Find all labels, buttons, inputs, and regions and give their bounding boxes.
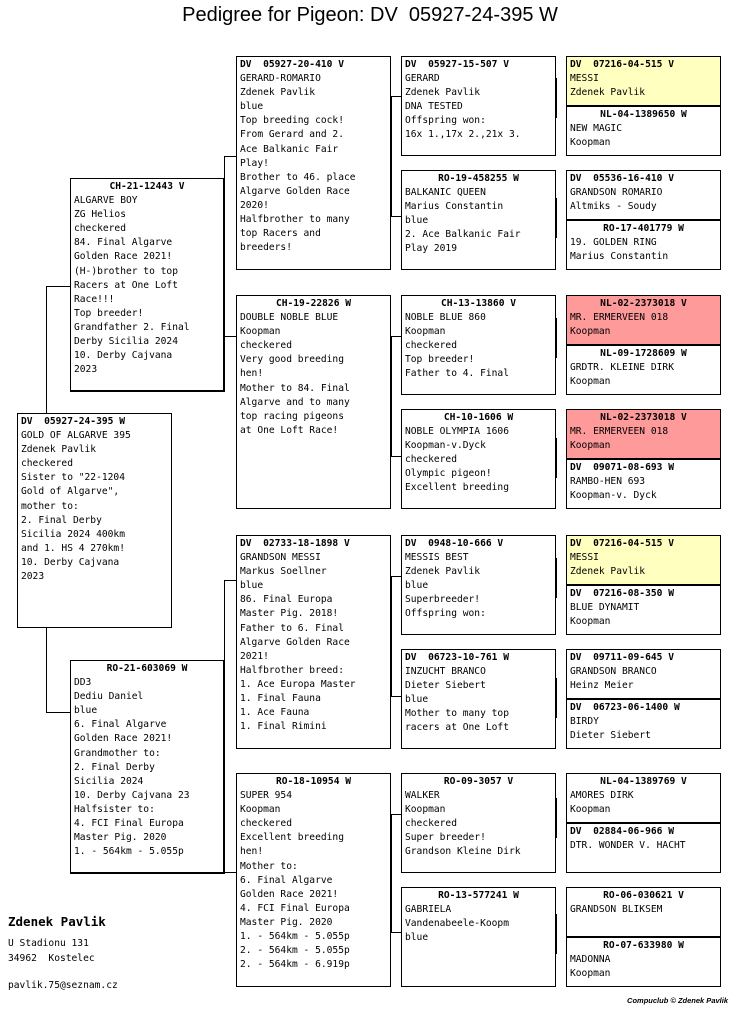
ring-number: DV 0948-10-666 V bbox=[405, 538, 504, 549]
info-line: 84. Final Algarve bbox=[74, 237, 173, 249]
info-line: Marius Constantin bbox=[405, 201, 504, 213]
info-line: Grandmother to: bbox=[74, 747, 161, 759]
info-line: Koopman bbox=[240, 326, 281, 338]
info-line: 1. Final Fauna bbox=[240, 693, 321, 705]
info-line: 86. Final Europa bbox=[240, 594, 333, 606]
info-line: Mother to 84. Final bbox=[240, 382, 350, 394]
info-line: Offspring won: bbox=[405, 115, 486, 127]
info-line: 6. Final Algarve bbox=[240, 874, 333, 886]
info-line: Koopman bbox=[570, 616, 611, 628]
ring-number: DV 05927-20-410 V bbox=[240, 59, 344, 70]
pigeon-card-g11 bbox=[566, 649, 721, 699]
info-line: Excellent breeding bbox=[405, 482, 509, 494]
info-line: DNA TESTED bbox=[405, 101, 463, 113]
info-line: top racing pigeons bbox=[240, 410, 344, 422]
info-line: 4. FCI Final Europa bbox=[240, 902, 350, 914]
info-line: blue bbox=[405, 580, 429, 592]
info-line: (H-)brother to top bbox=[74, 265, 178, 277]
info-line: Ace Balkanic Fair bbox=[240, 143, 339, 155]
pigeon-card-ddd bbox=[401, 887, 556, 987]
ring-number: DV 06723-10-761 W bbox=[405, 652, 509, 663]
info-line: GRANDSON BRANCO bbox=[570, 666, 657, 678]
ring-number: DV 02733-18-1898 V bbox=[240, 538, 350, 549]
pigeon-card-main bbox=[17, 413, 172, 628]
footer-credit: Compuclub © Zdenek Pavlik bbox=[627, 996, 728, 1005]
info-line: 2021! bbox=[240, 650, 269, 662]
info-line: DTR. WONDER V. HACHT bbox=[570, 840, 686, 852]
info-line: mother to: bbox=[21, 500, 79, 512]
info-line: MR. ERMERVEEN 018 bbox=[570, 426, 669, 438]
pigeon-card-sdd bbox=[401, 409, 556, 509]
pigeon-card-dsd bbox=[401, 649, 556, 749]
info-line: Dieter Siebert bbox=[405, 680, 486, 692]
info-line: Koopman bbox=[570, 326, 611, 338]
pigeon-card-g5 bbox=[566, 295, 721, 345]
info-line: Halfbrother to many bbox=[240, 214, 350, 226]
info-line: top Racers and bbox=[240, 228, 321, 240]
info-line: 1. - 564km - 5.055p bbox=[74, 846, 184, 858]
info-line: Dediu Daniel bbox=[74, 691, 144, 703]
pigeon-card-ss bbox=[236, 56, 391, 270]
info-line: 2023 bbox=[74, 364, 98, 376]
ring-number: RO-18-10954 W bbox=[275, 776, 352, 787]
connector-line bbox=[391, 696, 401, 697]
info-line: RAMBO-HEN 693 bbox=[570, 476, 646, 488]
ring-number: NL-04-1389769 V bbox=[600, 776, 687, 787]
info-line: Halfsister to: bbox=[74, 803, 155, 815]
connector-line bbox=[556, 798, 557, 838]
info-line: 1. - 564km - 5.055p bbox=[240, 931, 350, 943]
info-line: 2023 bbox=[21, 571, 45, 583]
info-line: blue bbox=[405, 932, 429, 944]
info-line: Master Pig. 2020 bbox=[74, 832, 167, 844]
info-line: 2. Ace Balkanic Fair bbox=[405, 229, 521, 241]
info-line: Offspring won: bbox=[405, 608, 486, 620]
ring-number: CH-21-12443 V bbox=[109, 181, 185, 192]
pigeon-card-sire bbox=[70, 178, 225, 392]
ring-number: NL-09-1728609 W bbox=[600, 348, 687, 359]
info-line: Gold of Algarve", bbox=[21, 486, 120, 498]
info-line: 2. Final Derby bbox=[74, 761, 155, 773]
pigeon-card-g15 bbox=[566, 887, 721, 937]
pigeon-card-g10 bbox=[566, 585, 721, 635]
info-line: MR. ERMERVEEN 018 bbox=[570, 312, 669, 324]
info-line: racers at One Loft bbox=[405, 722, 509, 734]
info-line: NEW MAGIC bbox=[570, 123, 622, 135]
connector-line bbox=[224, 336, 236, 337]
info-line: Dieter Siebert bbox=[570, 730, 651, 742]
info-line: Excellent breeding bbox=[240, 832, 344, 844]
connector-line bbox=[391, 336, 392, 456]
ring-number: RO-21-603069 W bbox=[106, 663, 188, 674]
info-line: 2. Final Derby bbox=[21, 514, 102, 526]
info-line: Koopman bbox=[405, 804, 446, 816]
info-line: 10. Derby Cajvana bbox=[74, 350, 173, 362]
connector-line bbox=[391, 814, 392, 932]
info-line: Grandson Kleine Dirk bbox=[405, 846, 521, 858]
info-line: Koopman bbox=[405, 326, 446, 338]
info-line: Sicilia 2024 400km bbox=[21, 528, 125, 540]
info-line: GRANDSON BLIKSEM bbox=[570, 904, 663, 916]
pigeon-card-sss bbox=[401, 56, 556, 156]
info-line: AMORES DIRK bbox=[570, 790, 634, 802]
info-line: Olympic pigeon! bbox=[405, 468, 492, 480]
pigeon-card-g2 bbox=[566, 106, 721, 156]
ring-number: RO-07-633980 W bbox=[603, 940, 684, 951]
info-line: WALKER bbox=[405, 790, 440, 802]
info-line: Koopman bbox=[570, 440, 611, 452]
ring-number: NL-02-2373018 V bbox=[600, 298, 687, 309]
info-line: Golden Race 2021! bbox=[240, 888, 339, 900]
info-line: Play! bbox=[240, 157, 269, 169]
pigeon-card-g9 bbox=[566, 535, 721, 585]
info-line: checkered bbox=[240, 818, 292, 830]
pigeon-card-sd bbox=[236, 295, 391, 509]
info-line: Halfbrother breed: bbox=[240, 664, 344, 676]
pigeon-card-g16 bbox=[566, 937, 721, 987]
info-line: Koopman bbox=[570, 376, 611, 388]
pigeon-card-g1 bbox=[566, 56, 721, 106]
info-line: 1. Ace Europa Master bbox=[240, 678, 356, 690]
info-line: breeders! bbox=[240, 242, 292, 254]
info-line: Top breeder! bbox=[405, 354, 475, 366]
pigeon-card-g13 bbox=[566, 773, 721, 823]
connector-line bbox=[556, 678, 557, 718]
info-line: Koopman bbox=[240, 804, 281, 816]
ring-number: DV 05536-16-410 V bbox=[570, 173, 674, 184]
info-line: Zdenek Pavlik bbox=[405, 87, 481, 99]
info-line: NOBLE OLYMPIA 1606 bbox=[405, 426, 509, 438]
info-line: Mother to: bbox=[240, 860, 298, 872]
breeder-address-line: U Stadionu 131 bbox=[8, 938, 89, 949]
info-line: MESSIS BEST bbox=[405, 552, 469, 564]
info-line: Very good breeding bbox=[240, 354, 344, 366]
info-line: Play 2019 bbox=[405, 243, 457, 255]
info-line: Algarve and to many bbox=[240, 396, 350, 408]
ring-number: CH-19-22826 W bbox=[275, 298, 352, 309]
info-line: Koopman bbox=[570, 804, 611, 816]
info-line: GRDTR. KLEINE DIRK bbox=[570, 362, 674, 374]
info-line: Marius Constantin bbox=[570, 251, 669, 263]
info-line: checkered bbox=[240, 340, 292, 352]
info-line: 2020! bbox=[240, 199, 269, 211]
pigeon-card-g7 bbox=[566, 409, 721, 459]
info-line: checkered bbox=[405, 454, 457, 466]
info-line: blue bbox=[405, 215, 429, 227]
info-line: DOUBLE NOBLE BLUE bbox=[240, 312, 339, 324]
pigeon-card-dds bbox=[401, 773, 556, 873]
ring-number: RO-19-458255 W bbox=[438, 173, 519, 184]
pigeon-card-dss bbox=[401, 535, 556, 635]
info-line: Grandfather 2. Final bbox=[74, 321, 190, 333]
connector-line bbox=[556, 438, 557, 478]
info-line: blue bbox=[240, 580, 264, 592]
info-line: 4. FCI Final Europa bbox=[74, 818, 184, 830]
breeder-name: Zdenek Pavlik bbox=[8, 914, 106, 929]
connector-line bbox=[391, 96, 401, 97]
info-line: at One Loft Race! bbox=[240, 424, 339, 436]
breeder-email: pavlik.75@seznam.cz bbox=[8, 980, 118, 991]
info-line: MESSI bbox=[570, 552, 599, 564]
connector-line bbox=[224, 156, 236, 157]
info-line: 2. - 564km - 5.055p bbox=[240, 945, 350, 957]
info-line: checkered bbox=[74, 223, 126, 235]
info-line: GABRIELA bbox=[405, 904, 452, 916]
connector-line bbox=[391, 216, 401, 217]
pigeon-card-dam bbox=[70, 660, 225, 874]
ring-number: RO-17-401779 W bbox=[603, 223, 684, 234]
connector-line bbox=[556, 914, 557, 954]
info-line: 6. Final Algarve bbox=[74, 719, 167, 731]
pigeon-card-dd bbox=[236, 773, 391, 987]
info-line: GERARD-ROMARIO bbox=[240, 73, 321, 85]
info-line: Sister to "22-1204 bbox=[21, 472, 125, 484]
info-line: INZUCHT BRANCO bbox=[405, 666, 486, 678]
ring-number: DV 09071-08-693 W bbox=[570, 462, 674, 473]
info-line: 16x 1.,17x 2.,21x 3. bbox=[405, 129, 521, 141]
info-line: Algarve Golden Race bbox=[240, 185, 350, 197]
pigeon-card-ssd bbox=[401, 170, 556, 270]
connector-line bbox=[556, 558, 557, 598]
info-line: Super breeder! bbox=[405, 832, 486, 844]
connector-line bbox=[46, 712, 71, 713]
info-line: Father to 4. Final bbox=[405, 368, 509, 380]
ring-number: DV 06723-06-1400 W bbox=[570, 702, 680, 713]
info-line: GRANDSON MESSI bbox=[240, 552, 321, 564]
ring-number: RO-13-577241 W bbox=[438, 890, 519, 901]
info-line: 19. GOLDEN RING bbox=[570, 237, 657, 249]
info-line: NOBLE BLUE 860 bbox=[405, 312, 486, 324]
pigeon-card-g3 bbox=[566, 170, 721, 220]
info-line: DD3 bbox=[74, 677, 92, 689]
info-line: Zdenek Pavlik bbox=[570, 87, 646, 99]
ring-number: DV 07216-04-515 V bbox=[570, 538, 674, 549]
info-line: 1. Final Rimini bbox=[240, 721, 327, 733]
connector-line bbox=[391, 96, 392, 216]
info-line: Vandenabeele-Koopm bbox=[405, 918, 509, 930]
info-line: Zdenek Pavlik bbox=[405, 566, 481, 578]
info-line: SUPER 954 bbox=[240, 790, 292, 802]
info-line: hen! bbox=[240, 846, 264, 858]
info-line: Zdenek Pavlik bbox=[21, 444, 97, 456]
info-line: Superbreeder! bbox=[405, 594, 481, 606]
info-line: Koopman bbox=[570, 968, 611, 980]
breeder-address-line: 34962 Kostelec bbox=[8, 953, 95, 964]
connector-line bbox=[556, 78, 557, 118]
info-line: Golden Race 2021! bbox=[74, 733, 173, 745]
info-line: Master Pig. 2020 bbox=[240, 916, 333, 928]
ring-number: DV 09711-09-645 V bbox=[570, 652, 674, 663]
pigeon-card-g4 bbox=[566, 220, 721, 270]
connector-line bbox=[391, 456, 401, 457]
ring-number: RO-09-3057 V bbox=[443, 776, 514, 787]
ring-number: DV 05927-24-395 W bbox=[21, 416, 125, 427]
info-line: GRANDSON ROMARIO bbox=[570, 187, 663, 199]
info-line: checkered bbox=[405, 818, 457, 830]
ring-number: NL-04-1389650 W bbox=[600, 109, 687, 120]
info-line: From Gerard and 2. bbox=[240, 129, 344, 141]
ring-number: DV 05927-15-507 V bbox=[405, 59, 509, 70]
info-line: blue bbox=[74, 705, 98, 717]
info-line: Father to 6. Final bbox=[240, 622, 344, 634]
info-line: Markus Soellner bbox=[240, 566, 327, 578]
connector-line bbox=[224, 580, 236, 581]
info-line: ALGARVE BOY bbox=[74, 195, 138, 207]
info-line: MESSI bbox=[570, 73, 599, 85]
pigeon-card-g6 bbox=[566, 345, 721, 395]
info-line: 2. - 564km - 6.919p bbox=[240, 959, 350, 971]
pigeon-card-g12 bbox=[566, 699, 721, 749]
connector-line bbox=[556, 198, 557, 238]
ring-number: DV 02884-06-966 W bbox=[570, 826, 674, 837]
info-line: ZG Helios bbox=[74, 209, 126, 221]
info-line: Sicilia 2024 bbox=[74, 775, 144, 787]
info-line: checkered bbox=[21, 458, 73, 470]
ring-number: CH-13-13860 V bbox=[440, 298, 517, 309]
connector-line bbox=[391, 814, 401, 815]
pigeon-card-sds bbox=[401, 295, 556, 395]
info-line: Master Pig. 2018! bbox=[240, 608, 339, 620]
pigeon-card-g14 bbox=[566, 823, 721, 873]
info-line: checkered bbox=[405, 340, 457, 352]
connector-line bbox=[46, 286, 47, 414]
info-line: Brother to 46. place bbox=[240, 171, 356, 183]
connector-line bbox=[46, 627, 47, 712]
info-line: GOLD OF ALGARVE 395 bbox=[21, 430, 131, 442]
info-line: blue bbox=[240, 101, 264, 113]
info-line: Altmiks - Soudy bbox=[570, 201, 657, 213]
info-line: Golden Race 2021! bbox=[74, 251, 173, 263]
pigeon-card-g8 bbox=[566, 459, 721, 509]
info-line: 10. Derby Cajvana 23 bbox=[74, 789, 190, 801]
info-line: Racers at One Loft bbox=[74, 279, 178, 291]
info-line: Zdenek Pavlik bbox=[570, 566, 646, 578]
info-line: Koopman-v.Dyck bbox=[405, 440, 486, 452]
info-line: Algarve Golden Race bbox=[240, 636, 350, 648]
info-line: Top breeding cock! bbox=[240, 115, 344, 127]
ring-number: DV 07216-08-350 W bbox=[570, 588, 674, 599]
page-title: Pedigree for Pigeon: DV 05927-24-395 W bbox=[182, 4, 558, 26]
info-line: Derby Sicilia 2024 bbox=[74, 336, 178, 348]
info-line: Heinz Meier bbox=[570, 680, 634, 692]
info-line: 1. Ace Fauna bbox=[240, 707, 310, 719]
info-line: Zdenek Pavlik bbox=[240, 87, 316, 99]
info-line: Race!!! bbox=[74, 293, 115, 305]
info-line: hen! bbox=[240, 368, 264, 380]
info-line: and 1. HS 4 270km! bbox=[21, 542, 125, 554]
info-line: BLUE DYNAMIT bbox=[570, 602, 640, 614]
info-line: BIRDY bbox=[570, 716, 599, 728]
info-line: Mother to many top bbox=[405, 708, 509, 720]
connector-line bbox=[391, 576, 401, 577]
info-line: MADONNA bbox=[570, 954, 611, 966]
connector-line bbox=[391, 576, 392, 696]
connector-line bbox=[224, 872, 236, 873]
info-line: Koopman bbox=[570, 137, 611, 149]
info-line: 10. Derby Cajvana bbox=[21, 556, 120, 568]
connector-line bbox=[391, 932, 401, 933]
info-line: GERARD bbox=[405, 73, 440, 85]
ring-number: DV 07216-04-515 V bbox=[570, 59, 674, 70]
connector-line bbox=[556, 318, 557, 358]
info-line: blue bbox=[405, 694, 429, 706]
pigeon-card-ds bbox=[236, 535, 391, 749]
info-line: Koopman-v. Dyck bbox=[570, 490, 657, 502]
ring-number: RO-06-030621 V bbox=[603, 890, 684, 901]
connector-line bbox=[391, 336, 401, 337]
ring-number: NL-02-2373018 V bbox=[600, 412, 687, 423]
connector-line bbox=[46, 286, 71, 287]
info-line: Top breeder! bbox=[74, 307, 144, 319]
ring-number: CH-10-1606 W bbox=[443, 412, 514, 423]
info-line: BALKANIC QUEEN bbox=[405, 187, 486, 199]
